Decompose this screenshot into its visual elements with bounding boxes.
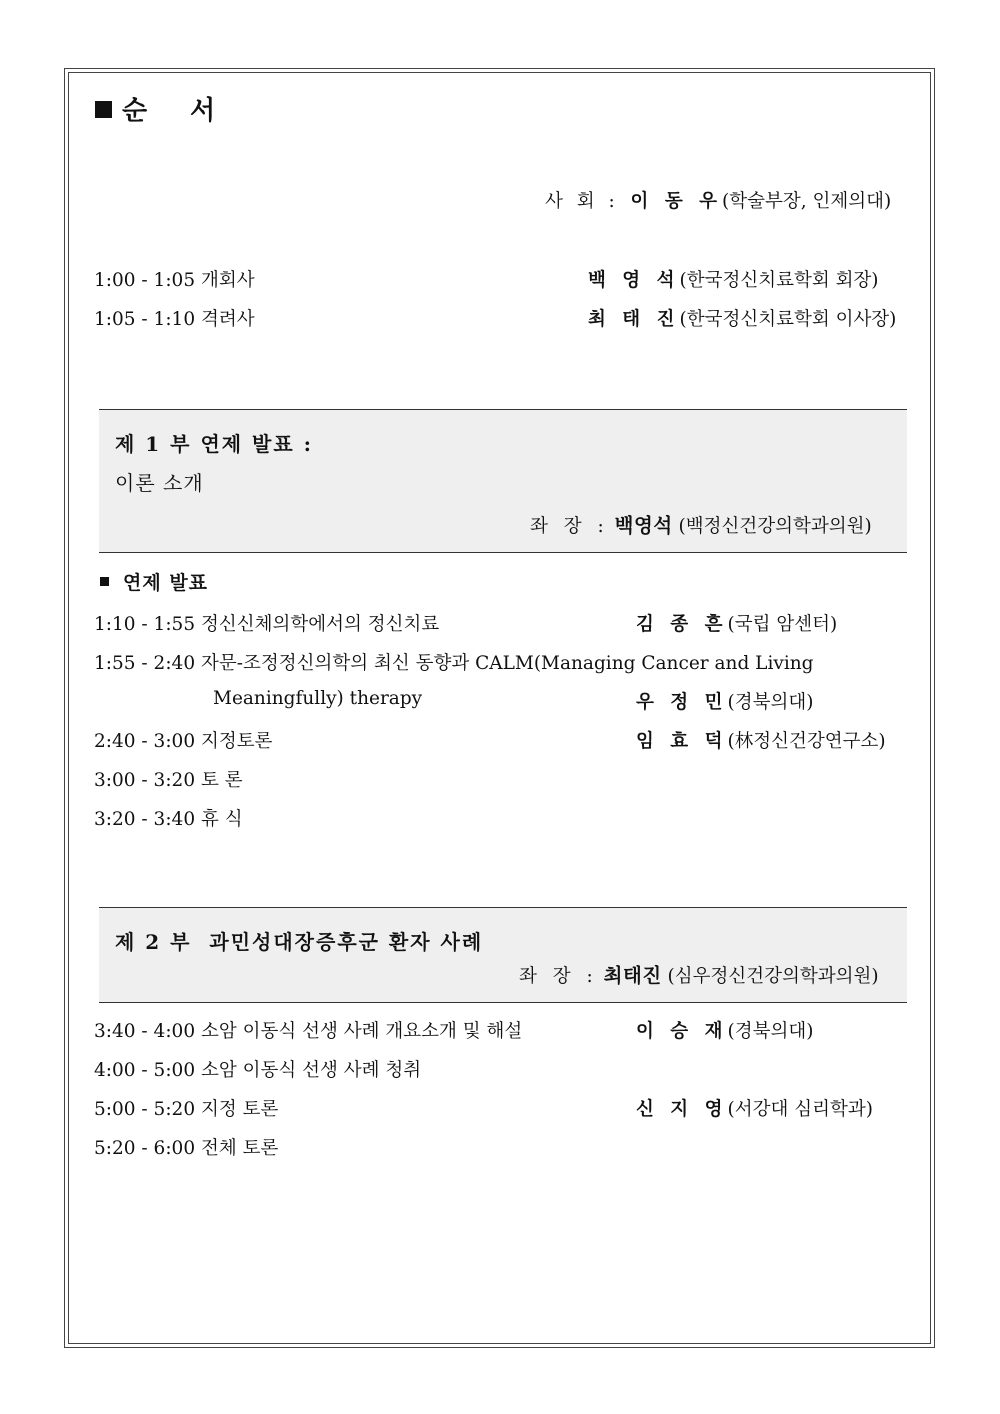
part1-row: 3:20 - 3:40 휴 식 xyxy=(94,809,243,830)
part1-bullet-heading: 연제 발표 xyxy=(100,568,208,595)
part1-row: 1:10 - 1:55 정신신체의학에서의 정신치료 xyxy=(94,614,440,635)
program-heading: 순 서 xyxy=(95,90,216,127)
part1-header-box xyxy=(99,409,907,553)
part1-row: 3:00 - 3:20 토 론 xyxy=(94,770,243,791)
moderator-line: 사 회 : 이 동 우(학술부장, 인제의대) xyxy=(545,191,892,212)
part2-row: 5:00 - 5:20 지정 토론 xyxy=(94,1099,279,1120)
part1-speaker: 우 정 민(경북의대) xyxy=(636,692,814,713)
part1-speaker: 김 종 흔(국립 암센터) xyxy=(636,614,838,635)
part2-speaker: 이 승 재(경북의대) xyxy=(636,1021,814,1042)
part1-row: 2:40 - 3:00 지정토론 xyxy=(94,731,273,752)
black-square-icon xyxy=(95,101,112,118)
opening-row-1: 1:00 - 1:05 개회사 xyxy=(94,270,255,291)
part1-subtitle: 이론 소개 xyxy=(115,471,204,495)
part1-chair: 좌 장 : 백영석 (백정신건강의학과의원) xyxy=(530,514,872,537)
part2-chair: 좌 장 : 최태진 (심우정신건강의학과의원) xyxy=(519,964,879,987)
part2-row: 3:40 - 4:00 소암 이동식 선생 사례 개요소개 및 해설 xyxy=(94,1021,523,1042)
part1-row: 1:55 - 2:40 자문-조정정신의학의 최신 동향과 CALM(Managing Cancer and Living xyxy=(94,653,814,674)
bullet-square-icon xyxy=(100,577,109,586)
part2-header-box xyxy=(99,907,907,1003)
part2-row: 4:00 - 5:00 소암 이동식 선생 사례 청취 xyxy=(94,1060,422,1081)
part1-speaker: 임 효 덕(林정신건강연구소) xyxy=(636,731,886,752)
opening-speaker-2: 최 태 진(한국정신치료학회 이사장) xyxy=(588,309,897,330)
part1-title: 제 1 부 연제 발표 : xyxy=(115,432,314,456)
part2-title: 제 2 부 과민성대장증후군 환자 사례 xyxy=(115,930,484,954)
part1-row-continuation: Meaningfully) therapy xyxy=(213,688,423,709)
opening-row-2: 1:05 - 1:10 격려사 xyxy=(94,309,255,330)
opening-speaker-1: 백 영 석(한국정신치료학회 회장) xyxy=(588,270,879,291)
part2-speaker: 신 지 영(서강대 심리학과) xyxy=(636,1099,873,1120)
part2-row: 5:20 - 6:00 전체 토론 xyxy=(94,1138,279,1159)
